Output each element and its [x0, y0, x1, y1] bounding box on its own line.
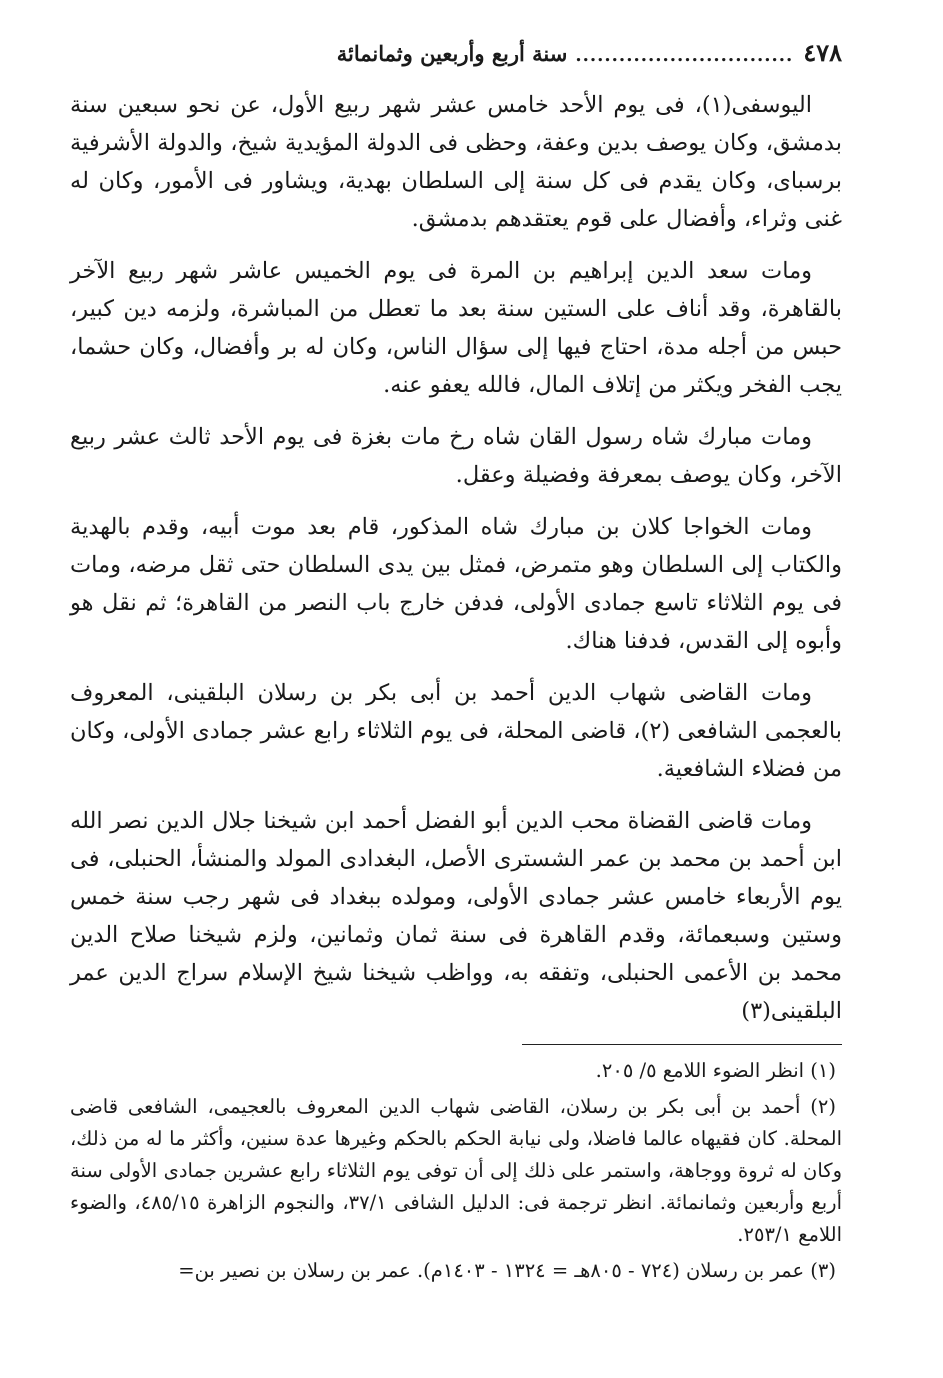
book-page	[70, 38, 842, 1348]
paragraph: ومات الخواجا كلان بن مبارك شاه المذكور، قام بعد موت أبيه، وقدم بالهدية والكتاب إلى السلطان وهو متمرض، فمثل بين يدى السلطان حتى ثقل مرضه، ومات فى يوم الثلاثاء تاسع جمادى الأولى، فدفن خارج باب النصر من القاهرة؛ ثم نقل هو وأبوه إلى القدس، فدفنا هناك.	[70, 514, 842, 654]
paragraph: ومات القاضى شهاب الدين أحمد بن أبى بكر بن رسلان البلقينى، المعروف بالعجمى الشافعى (٢)، قاضى المحلة، فى يوم الثلاثاء رابع عشر جمادى الأولى، وكان من فضلاء الشافعية.	[70, 680, 843, 782]
running-header	[70, 38, 842, 86]
paragraph: ومات مبارك شاه رسول القان شاه رخ مات بغزة فى يوم الأحد ثالث عشر ربيع الآخر، وكان يوصف بمعرفة وفضيلة وعقل.	[70, 424, 842, 488]
paragraph: ومات سعد الدين إبراهيم بن المرة فى يوم الخميس عاشر شهر ربيع الآخر بالقاهرة، وقد أناف على الستين سنة بعد ما تعطل من المباشرة، ولزمه دين كبير، حبس من أجله مدة، احتاج فيها إلى سؤال الناس، وكان له بر وأفضال، وكان حشما، يجب الفخر ويكثر من إتلاف المال، فالله يعفو عنه.	[70, 258, 842, 398]
paragraph: ومات قاضى القضاة محب الدين أبو الفضل أحمد ابن شيخنا جلال الدين نصر الله ابن أحمد بن محمد بن عمر الشسترى الأصل، البغدادى المولد والمنشأ، الحنبلى، فى يوم الأربعاء خامس عشر جمادى الأولى، ومولده ببغداد فى شهر رجب سنة خمس وستين وسبعمائة، وقدم القاهرة فى سنة ثمان وثمانين، ولزم شيخنا صلاح الدين محمد بن الأعمى الحنبلى، وتفقه به، وواظب شيخنا شيخ الإسلام سراج الدين عمر البلقينى(٣)	[70, 808, 842, 1024]
running-title: سنة أربع وأربعين وثمانمائة	[336, 41, 568, 66]
main-text	[70, 86, 842, 1030]
page-number: ٤٧٨	[803, 38, 842, 67]
footnote: (١) انظر الضوء اللامع ٥/ ٢٠٥.	[595, 1059, 836, 1082]
footnote: (٢) أحمد بن أبى بكر بن رسلان، القاضى شهاب الدين المعروف بالعجيمى، الشافعى قاضى المحلة. كان فقيهاه عالما فاضلا، ولى نيابة الحكم بالحكم وغيرها عدة سنين، وأكثر ما له من ذلك، وكان له ثروة ووجاهة، واستمر على ذلك إلى أن توفى يوم الثلاثاء رابع عشرين جمادى الأولى سنة أربع وأربعين وثمانمائة. انظر ترجمة فى: الدليل الشافى ٣٧/١، والنجوم الزاهرة ٤٨٥/١٥، والضوء اللامع ٢٥٣/١.	[70, 1095, 842, 1246]
header-leader-dots: ..............................	[575, 45, 794, 66]
paragraph: اليوسفى(١)، فى يوم الأحد خامس عشر شهر ربيع الأول، عن نحو سبعين سنة بدمشق، وكان يوصف بدين وعفة، وحظى فى الدولة المؤيدية شيخ، والدولة الأشرفية برسباى، وكان يقدم فى كل سنة إلى السلطان بهدية، ويشاور فى الأمور، وكان له غنى وثراء، وأفضال على قوم يعتقدهم بدمشق.	[70, 92, 842, 232]
footnote-separator	[522, 1044, 842, 1045]
footnotes	[70, 1055, 842, 1287]
footnote: (٣) عمر بن رسلان (٧٢٤ - ٨٠٥هـ = ١٣٢٤ - ١٤٠٣م). عمر بن رسلان بن نصير بن=	[178, 1259, 836, 1282]
